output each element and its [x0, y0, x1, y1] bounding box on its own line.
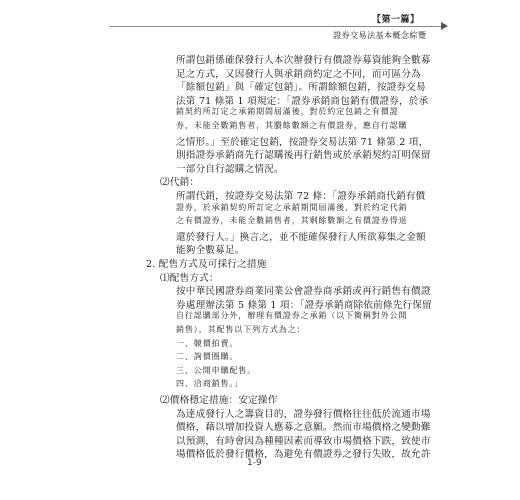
text-line: 還於發行人。」換言之，並不能確保發行人所欲募集之金額 — [176, 231, 426, 243]
text-line: 一部分自行認購之情況。 — [176, 163, 284, 175]
running-title: 證券交易法基本概念綜覽 — [333, 30, 427, 40]
bracket-left-icon: 【 — [372, 15, 382, 25]
text-line: 法第 71 條第 1 項規定：「證券承銷商包銷有價證券，於承 — [176, 95, 429, 107]
subsection-heading: ⑴配售方式： — [160, 272, 219, 284]
page-number: 1-9 — [247, 458, 262, 468]
text-line: 券，未能全數銷售者，其賸餘數額之有價證券，應自行認購 — [176, 121, 408, 130]
text-line: 之有價證券，未能全數銷售者，其剩餘數額之有價證券得退 — [176, 216, 408, 226]
text-line: 證券，於承銷契約所訂定之承銷期間屆滿後，對於約定代銷 — [176, 202, 408, 212]
header-arrow-icon — [441, 22, 448, 30]
text-line: 足之方式，又因發行人與承銷商約定之不同，而可區分為 — [176, 68, 421, 80]
text-line: 銷契約所訂定之承銷期間屆滿後，對於約定包銷之有價證 — [176, 107, 399, 117]
text-line: 能夠全數募足。 — [176, 245, 245, 257]
text-line: 之情形。」至於確定包銷，按證券交易法第 71 條第 2 項， — [176, 136, 429, 148]
text-line: 銷售），其配售以下列方式為之： — [176, 325, 306, 334]
section-heading: 2. 配售方式及可採行之措施 — [146, 259, 267, 270]
text-line: 則指證券承銷商先行認購後再行銷售或於承銷契約訂明保留 — [176, 150, 431, 162]
text-line: 券處理辦法第 5 條第 1 項：「證券承銷商除依前條先行保留 — [176, 299, 432, 311]
chapter-label-text: 第一篇 — [381, 15, 411, 25]
list-item: 一、競價拍賣。 — [176, 338, 239, 348]
header-rule — [110, 26, 442, 27]
text-line: 「餘額包銷」與「確定包銷」。所謂餘額包銷，按證券交易 — [176, 82, 426, 94]
list-item: 二、詢價圈購。 — [176, 352, 239, 362]
text-line: 價格，藉以增加投資人應募之意願。然而市場價格之變動難 — [176, 422, 431, 434]
list-item: 四、洽商銷售。」 — [176, 379, 244, 389]
chapter-label — [372, 12, 420, 25]
text-line: 所謂包銷係確保發行人本次辦發行有價證券募資能夠全數募 — [176, 55, 431, 66]
subsection-heading: ⑵價格穩定措施：安定操作 — [160, 395, 278, 406]
list-item: 三、公開申購配售。 — [176, 365, 257, 375]
text-line: 以預測，有時會因為種種因素而導致市場價格下跌，致使市 — [176, 435, 431, 447]
text-line: 按中華民國證券商業同業公會證券商承銷或再行銷售有價證 — [176, 286, 431, 298]
text-line: 自行認購部分外，辦理有價證券之承銷（以下簡稱對外公開 — [176, 311, 408, 321]
text-line: 場價格低於發行價格，為避免有價證券之發行失敗，故允許 — [176, 449, 431, 461]
text-line: 為達成發行人之籌資目的，證券發行價格往往低於流通市場 — [176, 408, 431, 420]
text-line: 所謂代銷，按證券交易法第 72 條：「證券承銷商代銷有價 — [176, 191, 426, 202]
subsection-heading: ⑵代銷： — [160, 177, 200, 189]
bracket-right-icon: 】 — [410, 15, 420, 25]
